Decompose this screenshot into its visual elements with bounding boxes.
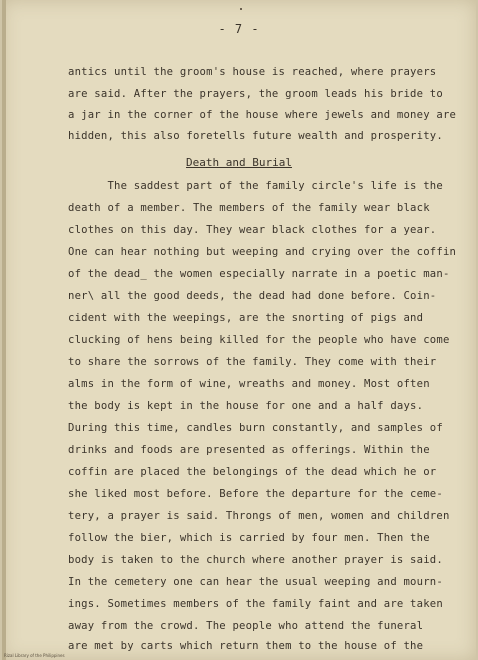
text-line: hidden, this also foretells future wealth and prosperity. (68, 130, 443, 142)
text-line: a jar in the corner of the house where jewels and money are (68, 109, 457, 121)
archive-footer: Rizal Library of the Philippines (4, 653, 65, 658)
page-number: - 7 - (218, 22, 260, 36)
text-line: are said. After the prayers, the groom leads his bride to (68, 88, 443, 100)
text-line: to share the sorrows of the family. They come with their (68, 356, 437, 368)
text-line: death of a member. The members of the family wear black (68, 202, 430, 214)
text-line: drinks and foods are presented as offerings. Within the (68, 444, 430, 456)
staple-mark (240, 8, 242, 10)
text-line: During this time, candles burn constantly, and samples of (68, 422, 443, 434)
text-line: clothes on this day. They wear black clothes for a year. (68, 224, 437, 236)
text-line: away from the crowd. The people who attend the funeral (68, 620, 424, 632)
text-line: ings. Sometimes members of the family faint and are taken (68, 598, 443, 610)
text-line: In the cemetery one can hear the usual weeping and mourn- (68, 576, 443, 588)
document-page (2, 0, 476, 660)
text-line: the body is kept in the house for one and a half days. (68, 400, 424, 412)
page-spine (2, 0, 6, 660)
text-line: The saddest part of the family circle's life is the (68, 180, 443, 192)
text-line: of the dead_ the women especially narrate in a poetic man- (68, 268, 450, 280)
text-line: body is taken to the church where another prayer is said. (68, 554, 443, 566)
text-line: antics until the groom's house is reached, where prayers (68, 66, 437, 78)
text-line: clucking of hens being killed for the people who have come (68, 334, 450, 346)
text-line: tery, a prayer is said. Throngs of men, women and children (68, 510, 450, 522)
text-line: alms in the form of wine, wreaths and money. Most often (68, 378, 430, 390)
text-line: she liked most before. Before the departure for the ceme- (68, 488, 443, 500)
text-line: are met by carts which return them to the house of the (68, 640, 424, 652)
section-heading (2, 156, 476, 169)
text-line: cident with the weepings, are the snorting of pigs and (68, 312, 424, 324)
text-line: One can hear nothing but weeping and crying over the coffin (68, 246, 457, 258)
text-line: ner\ all the good deeds, the dead had done before. Coin- (68, 290, 437, 302)
section-heading-text: Death and Burial (186, 156, 292, 169)
text-line: follow the bier, which is carried by four men. Then the (68, 532, 430, 544)
text-line: coffin are placed the belongings of the dead which he or (68, 466, 437, 478)
